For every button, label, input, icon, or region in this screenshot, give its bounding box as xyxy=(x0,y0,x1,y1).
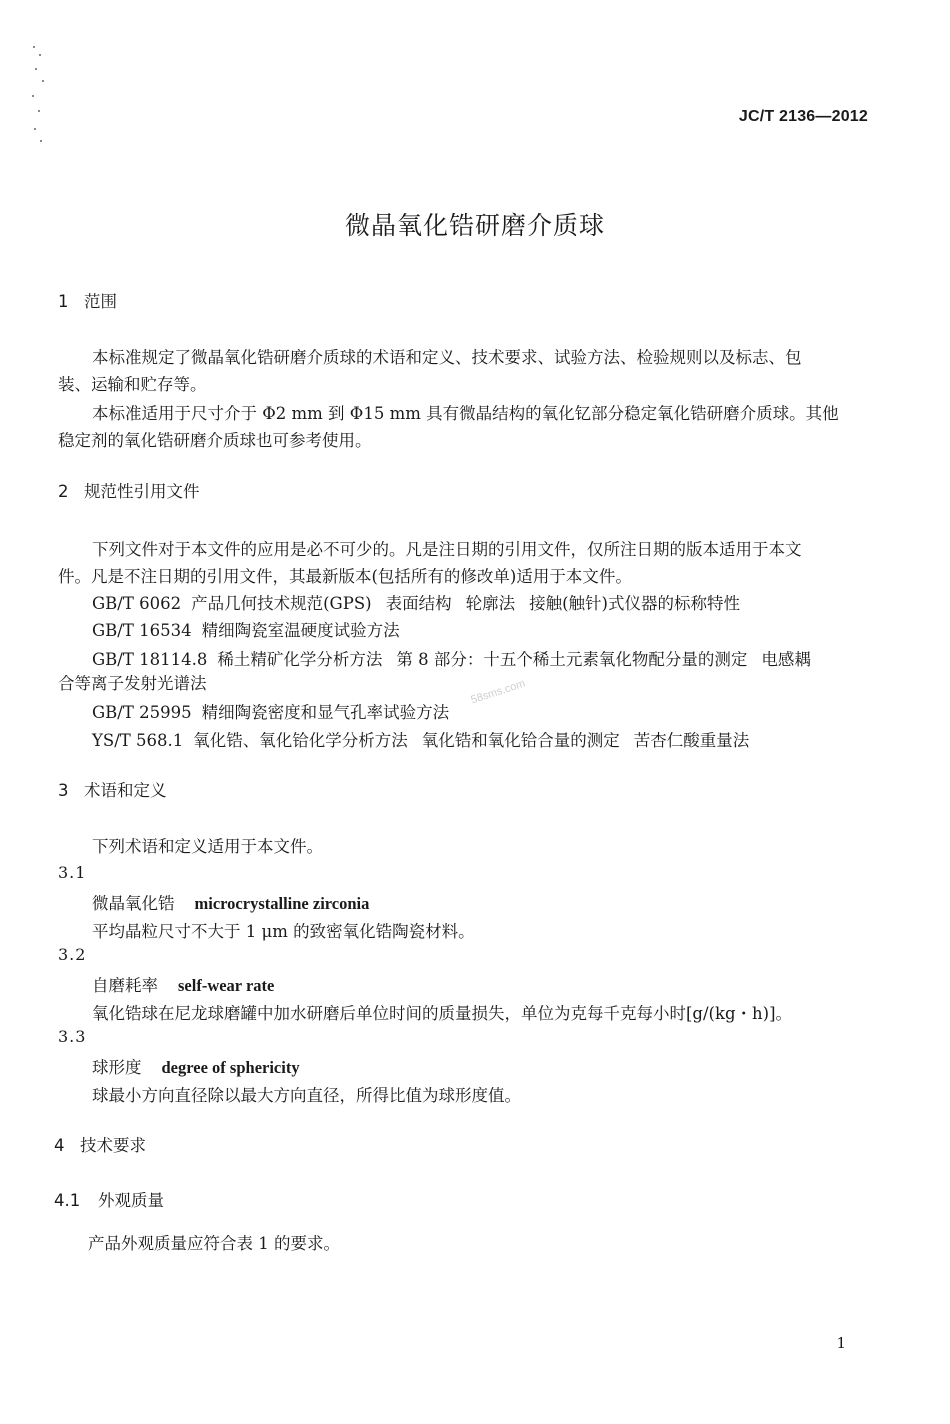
section-3-heading xyxy=(58,779,167,803)
reference-part: 接触(触针)式仪器的标称特性 xyxy=(529,594,740,613)
section-2-heading xyxy=(58,480,200,504)
term-entry xyxy=(92,972,274,996)
document-code: JC/T 2136—2012 xyxy=(738,108,868,125)
term-english: degree of sphericity xyxy=(161,1058,300,1077)
section-number: 4 xyxy=(54,1136,65,1155)
watermark: 58sms.com xyxy=(469,677,527,707)
subsection-title: 外观质量 xyxy=(98,1191,164,1210)
reference-item xyxy=(92,592,740,616)
appearance-requirement-text: 产品外观质量应符合表 1 的要求。 xyxy=(88,1234,340,1253)
terms-intro: 下列术语和定义适用于本文件。 xyxy=(92,837,323,856)
reference-code: YS/T 568.1 xyxy=(92,731,184,750)
reference-item xyxy=(92,701,449,725)
section-1-heading xyxy=(58,290,117,314)
reference-title: 稀土精矿化学分析方法 xyxy=(217,650,383,669)
document-title: 微晶氧化锆研磨介质球 xyxy=(344,211,605,240)
section-number: 3 xyxy=(58,781,69,800)
term-definition: 氧化锆球在尼龙球磨罐中加水研磨后单位时间的质量损失，单位为克每千克每小时[g/(kg・h)]。 xyxy=(92,1004,793,1023)
reference-code: GB/T 6062 xyxy=(92,594,182,613)
reference-part: 氧化锆和氧化铪合量的测定 xyxy=(421,731,620,750)
scope-paragraph-1-line-2: 装、运输和贮存等。 xyxy=(58,375,207,394)
section-title: 范围 xyxy=(84,292,117,311)
references-intro-line-1: 下列文件对于本文件的应用是必不可少的。凡是注日期的引用文件，仅所注日期的版本适用于本文 xyxy=(92,540,802,559)
term-english: self-wear rate xyxy=(178,976,275,995)
page-number: 1 xyxy=(836,1334,846,1352)
reference-part: 第 8 部分：十五个稀土元素氧化物配分量的测定 xyxy=(396,650,748,669)
term-entry xyxy=(92,890,369,914)
reference-code: GB/T 25995 xyxy=(92,703,192,722)
scope-paragraph-2-line-2: 稳定剂的氧化锆研磨介质球也可参考使用。 xyxy=(58,431,372,450)
section-title: 术语和定义 xyxy=(84,781,167,800)
reference-title: 精细陶瓷室温硬度试验方法 xyxy=(201,621,400,640)
term-definition: 平均晶粒尺寸不大于 1 μm 的致密氧化锆陶瓷材料。 xyxy=(92,922,475,941)
term-entry xyxy=(92,1054,300,1078)
subsection-4-1-heading xyxy=(54,1187,164,1211)
term-definition: 球最小方向直径除以最大方向直径，所得比值为球形度值。 xyxy=(92,1086,521,1105)
scope-paragraph-1-line-1: 本标准规定了微晶氧化锆研磨介质球的术语和定义、技术要求、试验方法、检验规则以及标志、包 xyxy=(92,348,802,367)
reference-item xyxy=(92,648,811,672)
reference-title: 精细陶瓷密度和显气孔率试验方法 xyxy=(201,703,450,722)
section-number: 2 xyxy=(58,482,69,501)
term-chinese: 自磨耗率 xyxy=(92,976,158,995)
reference-code: GB/T 16534 xyxy=(92,621,192,640)
clause-number: 3.1 xyxy=(58,863,87,882)
scope-paragraph-2-line-1: 本标准适用于尺寸介于 Φ2 mm 到 Φ15 mm 具有微晶结构的氧化钇部分稳定氧化锆研磨介质球。其他 xyxy=(92,404,839,423)
reference-title: 氧化锆、氧化铪化学分析方法 xyxy=(193,731,408,750)
section-title: 技术要求 xyxy=(80,1136,146,1155)
section-number: 1 xyxy=(58,292,69,311)
section-4-heading xyxy=(54,1134,146,1158)
clause-number: 3.3 xyxy=(58,1027,87,1046)
references-intro-line-2: 件。凡是不注日期的引用文件，其最新版本(包括所有的修改单)适用于本文件。 xyxy=(58,567,632,586)
term-english: microcrystalline zirconia xyxy=(194,894,370,913)
term-chinese: 球形度 xyxy=(92,1058,142,1077)
reference-item xyxy=(92,729,749,753)
clause-number: 3.2 xyxy=(58,945,87,964)
reference-part: 电感耦 xyxy=(761,650,811,669)
term-chinese: 微晶氧化锆 xyxy=(92,894,175,913)
reference-item xyxy=(92,619,400,643)
reference-part: 轮廓法 xyxy=(465,594,516,613)
reference-code: GB/T 18114.8 xyxy=(92,650,208,669)
reference-continuation: 合等离子发射光谱法 xyxy=(58,674,207,693)
reference-part: 苦杏仁酸重量法 xyxy=(633,731,750,750)
reference-part: 表面结构 xyxy=(385,594,452,613)
scan-artifact-marks xyxy=(30,40,48,150)
reference-title: 产品几何技术规范(GPS) xyxy=(191,594,372,613)
section-title: 规范性引用文件 xyxy=(84,482,200,501)
subsection-number: 4.1 xyxy=(54,1191,81,1210)
